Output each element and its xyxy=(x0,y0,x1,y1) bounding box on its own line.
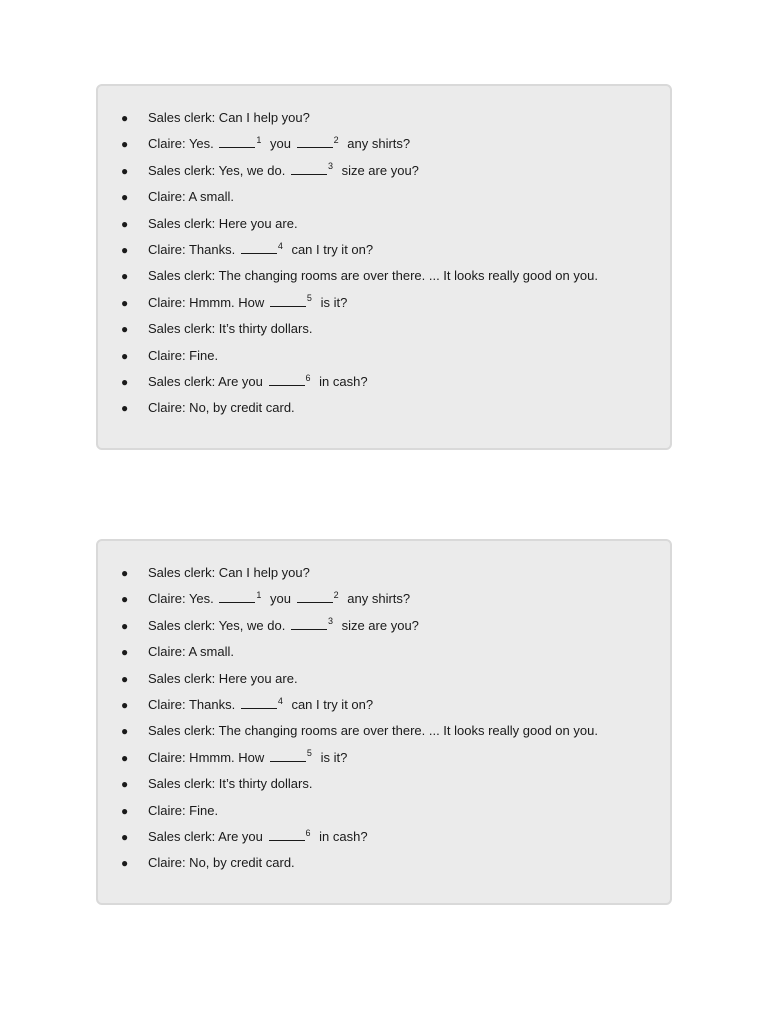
blank-number: 1 xyxy=(256,590,262,601)
line-text: is it? xyxy=(320,294,348,310)
line-text: Claire: Fine. xyxy=(148,802,219,818)
line-text: Sales clerk: It’s thirty dollars. xyxy=(148,321,313,337)
bullet-icon: ● xyxy=(121,216,129,231)
blank-number: 6 xyxy=(305,372,311,383)
dialogue-list xyxy=(98,541,670,880)
dialogue-line xyxy=(98,266,670,292)
blank-gap[interactable] xyxy=(291,617,327,630)
line-text: size are you? xyxy=(341,162,419,178)
line-text: can I try it on? xyxy=(291,696,374,712)
line-text: Sales clerk: It’s thirty dollars. xyxy=(148,776,313,792)
line-text: Claire: Thanks. xyxy=(148,241,236,257)
blank-gap[interactable] xyxy=(269,828,305,841)
blank-gap[interactable] xyxy=(291,162,327,175)
dialogue-line xyxy=(98,695,670,721)
dialogue-line xyxy=(98,319,670,345)
dialogue-line xyxy=(98,240,670,266)
blank-gap[interactable] xyxy=(297,590,333,603)
blank-gap[interactable] xyxy=(270,294,306,307)
line-text: Sales clerk: The changing rooms are over there. ... It looks really good on you. xyxy=(148,268,598,284)
blank-gap[interactable] xyxy=(241,241,277,254)
bullet-icon: ● xyxy=(121,618,129,633)
line-text: in cash? xyxy=(319,373,368,389)
blank-number: 4 xyxy=(277,695,283,706)
dialogue-line xyxy=(98,346,670,372)
line-text: Sales clerk: Here you are. xyxy=(148,215,298,231)
dialogue-line xyxy=(98,616,670,642)
line-text: Claire: No, by credit card. xyxy=(148,855,295,871)
dialogue-line xyxy=(98,801,670,827)
dialogue-line xyxy=(98,827,670,853)
dialogue-line xyxy=(98,372,670,398)
line-text: Claire: Yes. xyxy=(148,136,214,152)
line-text: Sales clerk: Are you xyxy=(148,828,263,844)
blank-number: 1 xyxy=(256,135,262,146)
bullet-icon: ● xyxy=(121,645,129,660)
bullet-icon: ● xyxy=(121,592,129,607)
bullet-icon: ● xyxy=(121,566,129,580)
blank-gap[interactable] xyxy=(270,749,306,762)
blank-number: 3 xyxy=(327,161,333,172)
blank-number: 5 xyxy=(306,293,312,304)
blank-number: 3 xyxy=(327,616,333,627)
line-text: size are you? xyxy=(341,617,419,633)
blank-gap[interactable] xyxy=(219,135,255,148)
line-text: Claire: Fine. xyxy=(148,347,219,363)
line-text: Claire: Thanks. xyxy=(148,696,236,712)
line-text: Sales clerk: Are you xyxy=(148,373,263,389)
bullet-icon: ● xyxy=(121,137,129,152)
blank-gap[interactable] xyxy=(219,590,255,603)
line-text: Claire: Yes. xyxy=(148,591,214,607)
line-text: can I try it on? xyxy=(291,241,374,257)
dialogue-line xyxy=(98,721,670,747)
line-text: in cash? xyxy=(319,828,368,844)
dialogue-card-1 xyxy=(96,84,672,450)
blank-number: 6 xyxy=(305,827,311,838)
bullet-icon: ● xyxy=(121,671,129,686)
line-text: you xyxy=(270,591,291,607)
bullet-icon: ● xyxy=(121,401,129,416)
dialogue-line xyxy=(98,853,670,879)
bullet-icon: ● xyxy=(121,829,129,844)
line-text: you xyxy=(270,136,291,152)
bullet-icon: ● xyxy=(121,348,129,363)
bullet-icon: ● xyxy=(121,724,129,739)
line-text: is it? xyxy=(320,749,348,765)
line-text: Claire: No, by credit card. xyxy=(148,400,295,416)
line-text: Sales clerk: Yes, we do. xyxy=(148,617,286,633)
blank-gap[interactable] xyxy=(241,696,277,709)
line-text: Claire: Hmmm. How xyxy=(148,294,265,310)
bullet-icon: ● xyxy=(121,111,129,125)
bullet-icon: ● xyxy=(121,322,129,337)
dialogue-line xyxy=(98,398,670,424)
dialogue-line xyxy=(98,748,670,774)
bullet-icon: ● xyxy=(121,163,129,178)
bullet-icon: ● xyxy=(121,697,129,712)
line-text: Sales clerk: Can I help you? xyxy=(148,565,310,580)
bullet-icon: ● xyxy=(121,190,129,205)
bullet-icon: ● xyxy=(121,374,129,389)
bullet-icon: ● xyxy=(121,269,129,284)
line-text: Claire: A small. xyxy=(148,189,234,205)
dialogue-line xyxy=(98,642,670,668)
dialogue-line xyxy=(98,214,670,240)
blank-number: 5 xyxy=(306,748,312,759)
line-text: Sales clerk: Can I help you? xyxy=(148,110,310,125)
dialogue-line xyxy=(98,669,670,695)
dialogue-line xyxy=(98,161,670,187)
line-text: Claire: Hmmm. How xyxy=(148,749,265,765)
blank-number: 4 xyxy=(277,240,283,251)
bullet-icon: ● xyxy=(121,242,129,257)
bullet-icon: ● xyxy=(121,295,129,310)
line-text: Claire: A small. xyxy=(148,644,234,660)
bullet-icon: ● xyxy=(121,777,129,792)
dialogue-line xyxy=(98,774,670,800)
line-text: Sales clerk: Here you are. xyxy=(148,670,298,686)
blank-gap[interactable] xyxy=(297,135,333,148)
blank-gap[interactable] xyxy=(269,373,305,386)
dialogue-line xyxy=(98,108,670,134)
blank-number: 2 xyxy=(333,135,339,146)
dialogue-line xyxy=(98,293,670,319)
line-text: Sales clerk: Yes, we do. xyxy=(148,162,286,178)
dialogue-card-2 xyxy=(96,539,672,905)
bullet-icon: ● xyxy=(121,750,129,765)
dialogue-line xyxy=(98,589,670,615)
dialogue-line xyxy=(98,134,670,160)
line-text: Sales clerk: The changing rooms are over there. ... It looks really good on you. xyxy=(148,723,598,739)
dialogue-line xyxy=(98,563,670,589)
blank-number: 2 xyxy=(333,590,339,601)
dialogue-line xyxy=(98,187,670,213)
line-text: any shirts? xyxy=(347,136,411,152)
bullet-icon: ● xyxy=(121,803,129,818)
dialogue-list xyxy=(98,86,670,425)
line-text: any shirts? xyxy=(347,591,411,607)
bullet-icon: ● xyxy=(121,856,129,871)
